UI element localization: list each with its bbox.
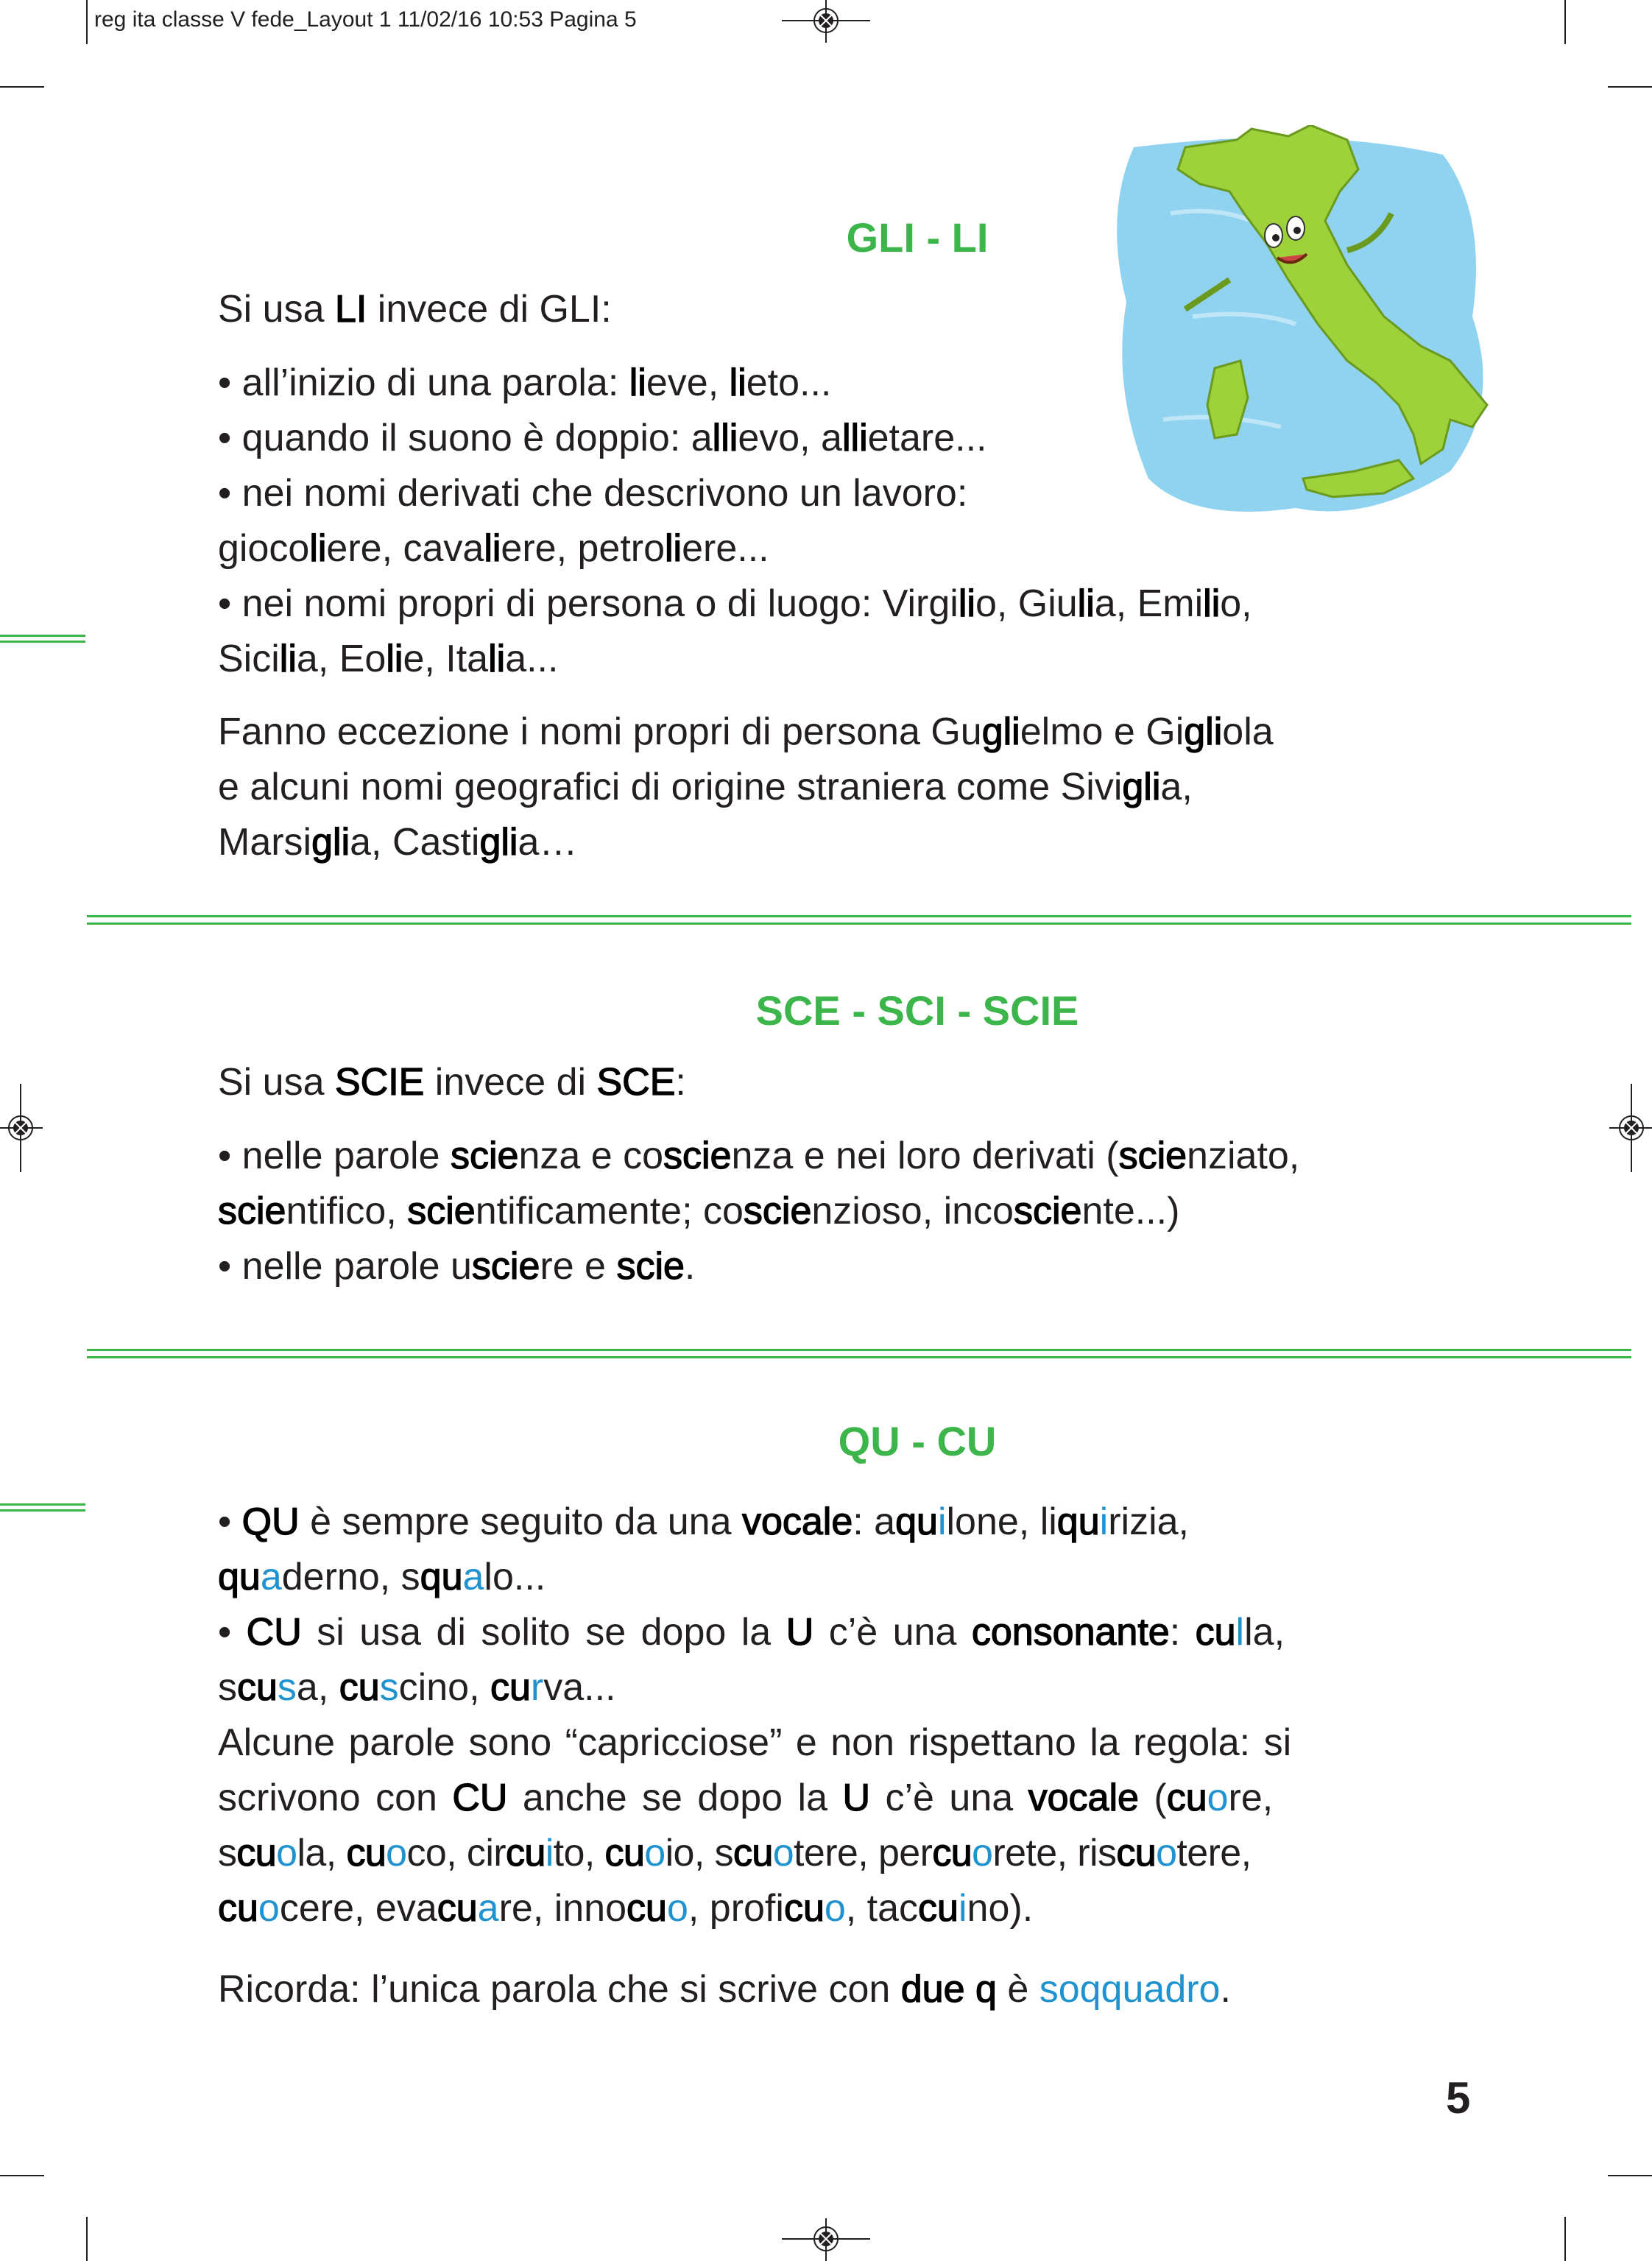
gli-rule-proper-names-cont: Sicilia, Eolie, Italia... xyxy=(218,638,559,680)
print-slug: reg ita classe V fede_Layout 1 11/02/16 10:53 Pagina 5 xyxy=(94,7,637,32)
crop-mark-top-left-h xyxy=(0,86,44,88)
section-divider xyxy=(87,1349,1631,1359)
gli-rule-jobs: • nei nomi derivati che descrivono un lavoro: xyxy=(218,472,968,515)
registration-mark-top-icon xyxy=(782,0,870,44)
crop-mark-bottom-left-v xyxy=(86,2217,88,2261)
registration-mark-left-icon xyxy=(0,1084,44,1172)
gli-rule-proper-names: • nei nomi propri di persona o di luogo: Virgilio, Giulia, Emilio, xyxy=(218,582,1252,625)
registration-mark-bottom-icon xyxy=(782,2217,870,2261)
section-title-gli: GLI - LI xyxy=(846,214,989,261)
crop-mark-top-right-h xyxy=(1608,86,1652,88)
qu-rules: • QU è sempre seguito da una vocale: aquilone, liquirizia, quaderno, squalo... • CU si usa di solito se dopo la U c’è una consonante: culla, scusa, cuscino, curva... Alcune parole sono “capricciose” e non rispettano la regola: si scrivono con CU anche se dopo la U c’è una vocale (cuore, scuola, cuoco, circuito, cuoio, scuotere, percuorete, riscuotere, cuocere, evacuare, innocuo, proficuo, taccuino). xyxy=(218,1500,1292,1930)
gli-rule-start: • all’inizio di una parola: lieve, lieto... xyxy=(218,361,832,404)
gli-rule-jobs-examples: giocoliere, cavaliere, petroliere... xyxy=(218,527,769,570)
gli-exceptions: Fanno eccezione i nomi propri di persona Guglielmo e Gigliola e alcuni nomi geografici di origine straniera come Siviglia, Marsiglia, Castiglia… xyxy=(218,710,1274,864)
sce-rules-list: • nelle parole scienza e coscienza e nei loro derivati (scienziato, scientifico, scientificamente; coscienzioso, incosciente...) • nelle parole usciere e scie. xyxy=(218,1135,1300,1288)
crop-mark-top-left-v xyxy=(86,0,88,44)
gli-rule-double: • quando il suono è doppio: allievo, allietare... xyxy=(218,417,987,459)
section-title-qu: QU - CU xyxy=(838,1418,997,1464)
qu-remember-note: Ricorda: l’unica parola che si scrive con due q è soqquadro. xyxy=(218,1968,1231,2011)
margin-mark-lower xyxy=(0,1503,85,1512)
registration-mark-right-icon xyxy=(1608,1084,1652,1172)
crop-mark-bottom-left-h xyxy=(0,2175,44,2176)
crop-mark-bottom-right-h xyxy=(1608,2175,1652,2176)
sce-intro: Si usa SCIE invece di SCE: xyxy=(218,1061,686,1104)
crop-mark-bottom-right-v xyxy=(1564,2217,1566,2261)
page-number: 5 xyxy=(1446,2073,1471,2123)
section-divider xyxy=(87,915,1631,925)
gli-intro: Si usa LI invece di GLI: xyxy=(218,288,612,331)
gli-rules-list xyxy=(218,356,1469,687)
margin-mark-upper xyxy=(0,635,85,643)
section-title-sce: SCE - SCI - SCIE xyxy=(755,987,1079,1034)
crop-mark-top-right-v xyxy=(1564,0,1566,44)
